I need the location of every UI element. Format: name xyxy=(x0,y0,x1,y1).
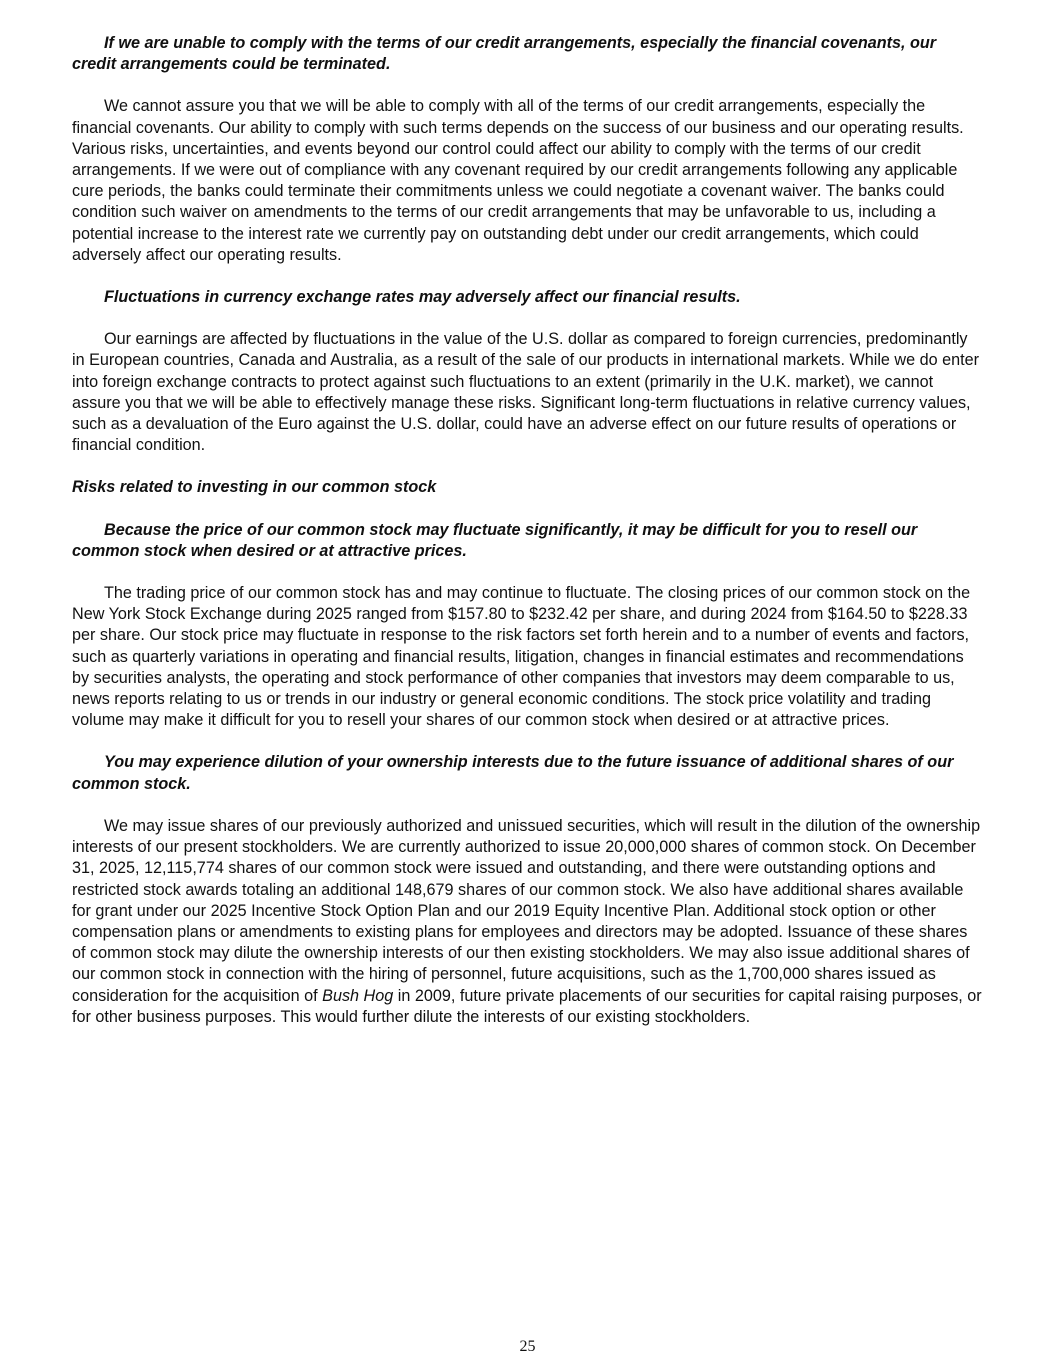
risk-body-currency: Our earnings are affected by fluctuations in the value of the U.S. dollar as compared to foreign currencies, predominantly in European countries, Canada and Australia, as a result of the sale of our products in international markets. While we do enter into foreign exchange contracts to protect against such fluctuations to an extent (primarily in the U.K. market), we cannot assure you that we will be able to effectively manage these risks. Significant long-term fluctuations in relative currency values, such as a devaluation of the Euro against the U.S. dollar, could have an adverse effect on our future results of operations or financial condition. xyxy=(72,330,980,455)
risk-body-stock-price: The trading price of our common stock has and may continue to fluctuate. The closing prices of our common stock on the New York Stock Exchange during 2025 ranged from $157.80 to $232.42 per share, and during 2024 from $164.50 to $228.33 per share. Our stock price may fluctuate in response to the risk factors set forth herein and to a number of events and factors, such as quarterly variations in operating and financial results, litigation, changes in financial estimates and recommendations by securities analysts, the operating and stock performance of other companies that investors may deem comparable to us, news reports relating to us or trends in our industry or general economic conditions. The stock price volatility and trading volume may make it difficult for you to resell your shares of our common stock when desired or at attractive prices. xyxy=(72,584,971,730)
risk-heading-currency: Fluctuations in currency exchange rates may adversely affect our financial results. xyxy=(104,288,741,307)
risk-heading-credit: If we are unable to comply with the terms of our credit arrangements, especially the financial covenants, our credit arrangements could be terminated. xyxy=(72,34,937,74)
risk-body-dilution xyxy=(72,816,984,1028)
document-page xyxy=(72,33,984,1049)
risk-heading-stock-price: Because the price of our common stock may fluctuate significantly, it may be difficult for you to resell our common stock when desired or at attractive prices. xyxy=(72,520,918,560)
risk-body-credit: We cannot assure you that we will be able to comply with all of the terms of our credit arrangements, especially the financial covenants. Our ability to comply with such terms depends on the success of our business and our operating results. Various risks, uncertainties, and events beyond our control could affect our ability to comply with the terms of our credit arrangements. If we were out of compliance with any covenant required by our credit arrangements following any applicable cure periods, the banks could terminate their commitments unless we could negotiate a covenant waiver. The banks could condition such waiver on amendments to the terms of our credit arrangements that may be unfavorable to us, including a potential increase to the interest rate we currently pay on outstanding debt under our credit arrangements, which could adversely affect our operating results. xyxy=(72,97,964,264)
page-number: 25 xyxy=(519,1338,536,1355)
section-heading-common-stock: Risks related to investing in our common stock xyxy=(72,478,437,497)
risk-heading-dilution: You may experience dilution of your ownership interests due to the future issuance of additional shares of our common stock. xyxy=(72,753,954,793)
dilution-text-part1: We may issue shares of our previously authorized and unissued securities, which will result in the dilution of the ownership interests of our present stockholders. We are currently authorized to issue 20,000,000 shares of common stock. On December 31, 2025, 12,115,774 shares of our common stock were issued and outstanding, and there were outstanding options and restricted stock awards totaling an additional 148,679 shares of our common stock. We also have additional shares available for grant under our 2025 Incentive Stock Option Plan and our 2019 Equity Incentive Plan. Additional stock option or other compensation plans or amendments to existing plans for employees and directors may be adopted. Issuance of these shares of common stock may dilute the ownership interests of our then existing stockholders. We may also issue additional shares of our common stock in connection with the hiring of personnel, future acquisitions, such as the 1,700,000 shares issued as consideration for the acquisition of xyxy=(72,816,981,1005)
company-name-italic: Bush Hog xyxy=(322,986,394,1005)
dilution-text-part2: in 2009, future private placements of our securities for capital raising purposes, or for other business purposes. This would further dilute the interests of our existing stockholders. xyxy=(72,986,982,1026)
